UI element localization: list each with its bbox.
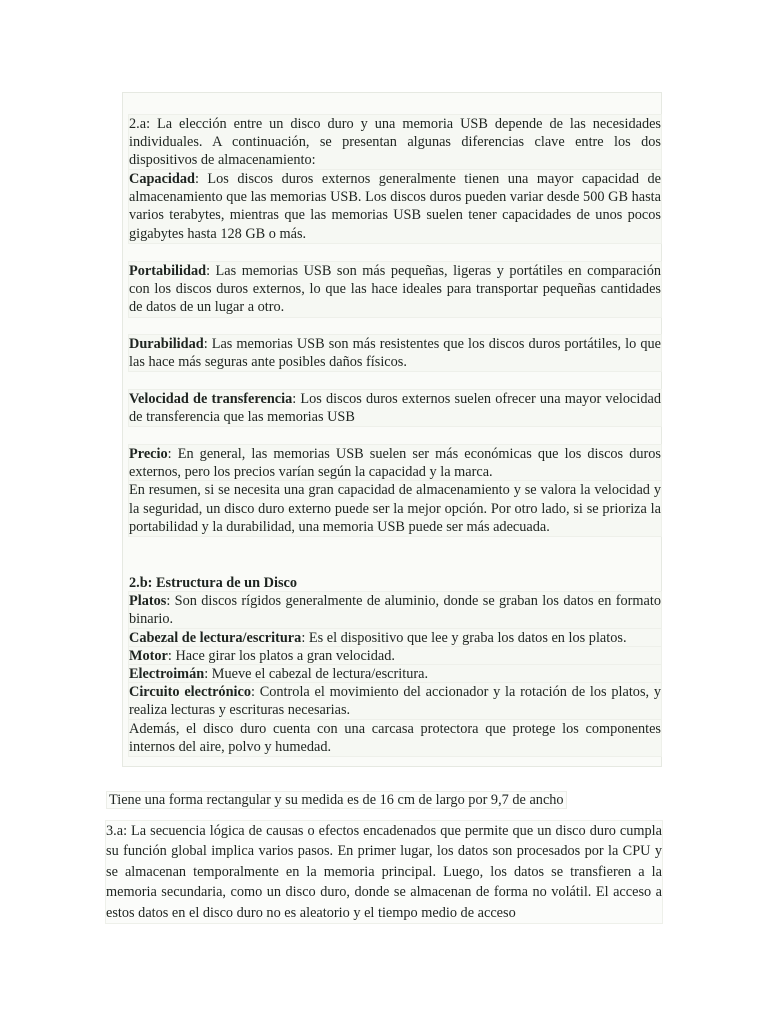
item-term: Capacidad [129,171,195,187]
section-3a [106,821,662,923]
item-text: : Hace girar los platos a gran velocidad. [167,647,395,664]
paragraph: 3.a: La secuencia lógica de causas o efectos encadenados que permite que un disco duro cumpla su función global implica varios pasos. En primer lugar, los datos son procesados por la CPU y se almacenan temporalmente en la memoria principal. Luego, los datos se transfieren a la memoria secundaria, como un disco duro, donde se almacenan de forma no volátil. El acceso a estos datos en el disco duro no es aleatorio y el tiempo medio de acceso [106,821,662,923]
item-term: Electroimán [129,666,205,683]
closing-paragraph: Además, el disco duro cuenta con una carcasa protectora que protege los componentes internos del aire, polvo y humedad. [129,720,661,755]
section-2a-intro [129,115,661,170]
item-text: : Son discos rígidos generalmente de aluminio, donde se graban los datos en formato binario. [129,593,661,628]
item-term: Motor [129,647,168,664]
item-precio [129,445,661,536]
shape-note: Tiene una forma rectangular y su medida es de 16 cm de largo por 9,7 de ancho [106,790,567,810]
item-term: Durabilidad [129,336,204,352]
item-velocidad [129,390,661,426]
item-text: : Las memorias USB son más pequeñas, ligeras y portátiles en comparación con los discos duros externos, lo que las hace ideales para transportar pequeñas cantidades de datos de un lugar a otro. [129,263,661,316]
section-2b [129,574,661,756]
section-heading: 2.b: Estructura de un Disco [129,575,297,591]
item-term: Platos [129,593,167,610]
item-text: : Es el dispositivo que lee y graba los datos en los platos. [301,629,627,646]
item-term: Cabezal de lectura/escritura [129,629,302,646]
item-text: : Los discos duros externos generalmente tienen una mayor capacidad de almacenamiento que las memorias USB. Los discos duros pueden variar desde 500 GB hasta varios terabytes, mientras que las memorias USB suelen tener capacidades de unos pocos gigabytes hasta 128 GB o más. [129,171,661,242]
item-durabilidad [129,335,661,371]
item-text: : Las memorias USB son más resistentes que los discos duros portátiles, lo que las hace más seguras ante posibles daños físicos. [129,336,661,371]
item-text: : Los discos duros externos suelen ofrecer una mayor velocidad de transferencia que las memorias USB [129,391,661,426]
item-portabilidad [129,262,661,317]
item-term: Precio [129,446,168,462]
item-term: Velocidad de transferencia [129,391,293,407]
paragraph: 2.a: La elección entre un disco duro y una memoria USB depende de las necesidades individuales. A continuación, se presentan algunas diferencias clave entre los dos dispositivos de almacenamiento: [129,116,661,169]
item-term: Circuito electrónico [129,684,251,701]
item-capacidad [129,170,661,243]
item-term: Portabilidad [129,263,207,279]
item-text: : Mueve el cabezal de lectura/escritura. [204,666,429,683]
summary-paragraph: En resumen, si se necesita una gran capacidad de almacenamiento y se valora la velocidad y la seguridad, un disco duro externo puede ser la mejor opción. Por otro lado, si se prioriza la portabilidad y la durabilidad, una memoria USB puede ser más adecuada. [129,482,661,535]
item-text: : Controla el movimiento del accionador y la rotación de los platos, y realiza lecturas y escrituras necesarias. [129,684,661,719]
item-text: : En general, las memorias USB suelen ser más económicas que los discos duros externos, pero los precios varían según la capacidad y la marca. [129,446,661,481]
